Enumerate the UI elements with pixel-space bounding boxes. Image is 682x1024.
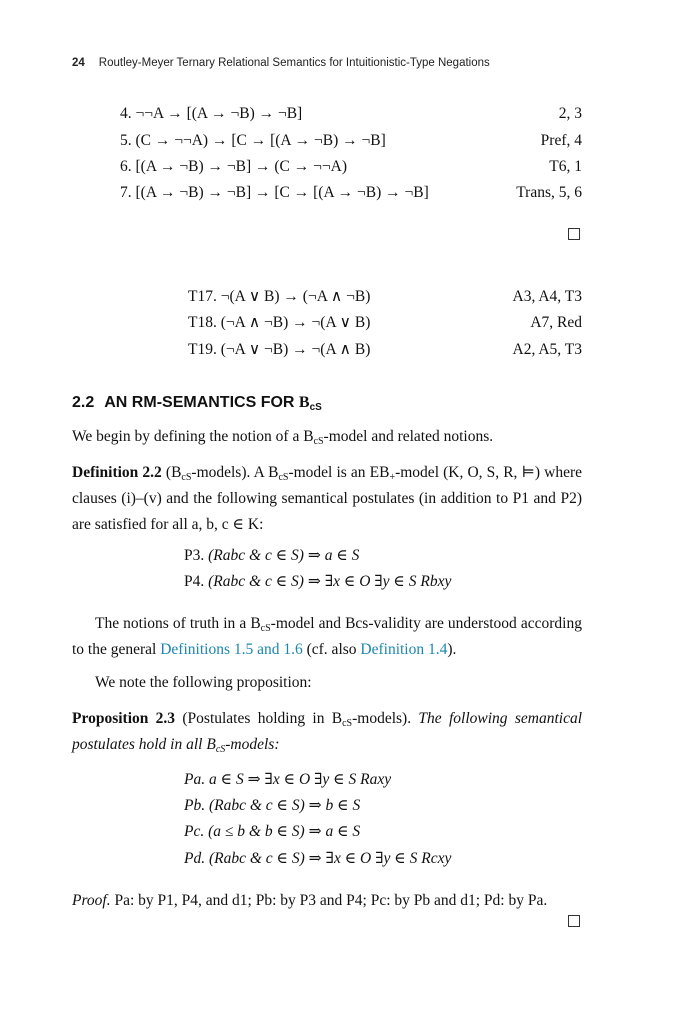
section-heading <box>72 394 322 412</box>
proof-line-formula: 5. (C → ¬¬A) → [C → [(A → ¬B) → ¬B] <box>120 132 386 149</box>
proposition-label: Proposition 2.3 <box>72 710 176 727</box>
prop-postulate-formula: (a ≤ b & b ∈ S) ⇒ a ∈ S <box>208 823 361 840</box>
notions-text: -model and Bcs-validity are understood according to the general <box>72 615 582 658</box>
definition-paragraph <box>72 460 582 538</box>
intro-sub: cS <box>313 436 324 447</box>
qed-square-icon <box>568 228 580 240</box>
proposition-paren-sub: cS <box>342 718 353 729</box>
prop-postulate-formula: (Rabc & c ∈ S) ⇒ ∃x ∈ O ∃y ∈ S Rcxy <box>208 850 452 867</box>
section-symbol-sub: cS <box>309 402 322 413</box>
definition-paren: -models). <box>191 464 251 481</box>
proposition-paragraph <box>72 706 582 758</box>
running-title: Routley-Meyer Ternary Relational Semantics for Intuitionistic-Type Negations <box>98 57 490 69</box>
prop-postulate-formula: a ∈ S ⇒ ∃x ∈ O ∃y ∈ S Raxy <box>208 771 392 788</box>
intro-text: -model and related notions. <box>323 428 494 445</box>
postulate-formula: (Rabc & c ∈ S) ⇒ a ∈ S <box>208 547 360 564</box>
postulate-label: P4. <box>184 573 205 590</box>
theorem-formula: T17. ¬(A ∨ B) → (¬A ∧ ¬B) <box>188 288 371 305</box>
postulate-formula: (Rabc & c ∈ S) ⇒ ∃x ∈ O ∃y ∈ S Rbxy <box>208 573 452 590</box>
proof-label: Proof. <box>72 892 111 909</box>
section-symbol: B <box>298 394 310 411</box>
intro-text: We begin by defining the notion of a B <box>72 428 314 445</box>
definition-sub: cS <box>278 472 289 483</box>
postulate-line <box>184 572 451 592</box>
definition-paren-sub: cS <box>181 472 192 483</box>
proof-line-justification: T6, 1 <box>549 158 582 175</box>
proof-line-formula: 4. ¬¬A → [(A → ¬B) → ¬B] <box>120 105 303 122</box>
definitions-link[interactable]: Definitions 1.5 and 1.6 <box>160 641 303 658</box>
prop-postulate-label: Pb. <box>184 797 206 814</box>
prop-postulate-formula: (Rabc & c ∈ S) ⇒ b ∈ S <box>208 797 361 814</box>
theorem-justification: A7, Red <box>530 314 582 331</box>
prop-postulate-label: Pc. <box>184 823 205 840</box>
proposition-sub: cS <box>215 744 226 755</box>
notions-text: The notions of truth in a B <box>95 615 261 632</box>
proposition-paren: (Postulates holding in B <box>182 710 343 727</box>
section-number: 2.2 <box>72 394 95 411</box>
notions-sub: cS <box>260 623 271 634</box>
page-number: 24 <box>72 57 85 69</box>
postulate-line <box>184 546 359 566</box>
theorem-justification: A2, A5, T3 <box>512 341 582 358</box>
prop-postulate-line <box>184 770 391 790</box>
prop-postulate-label: Pa. <box>184 771 206 788</box>
definition-text: -model (K, O, S, R, ⊨) where clauses (i)–(v) and the following semantical postulates (in addition to P1 and P2) are satisfied for all a, b, c ∈ K: <box>72 464 583 533</box>
theorem-justification: A3, A4, T3 <box>512 288 582 305</box>
prop-postulate-line <box>184 822 360 842</box>
section-title: AN RM-SEMANTICS FOR <box>104 394 295 411</box>
theorem-formula: T18. (¬A ∧ ¬B) → ¬(A ∨ B) <box>188 314 371 331</box>
definition-paren: (B <box>165 464 182 481</box>
postulate-label: P3. <box>184 547 205 564</box>
definition-link[interactable]: Definition 1.4 <box>360 641 448 658</box>
proof-text: Pa: by P1, P4, and d1; Pb: by P3 and P4; Pc: by Pb and d1; Pd: by Pa. <box>114 892 548 909</box>
proposition-paren: -models). <box>352 710 412 727</box>
proposition-text: The following semantical postulates hold in all B <box>72 710 582 753</box>
prop-postulate-line <box>184 849 451 869</box>
qed-square-icon <box>568 915 580 927</box>
proof-paragraph <box>72 888 582 914</box>
prop-postulate-line <box>184 796 360 816</box>
proof-line-justification: 2, 3 <box>558 105 582 122</box>
proposition-text: -models: <box>225 736 280 753</box>
prop-postulate-label: Pd. <box>184 850 206 867</box>
running-header <box>72 57 490 69</box>
notions-text: (cf. also <box>306 641 357 658</box>
note-paragraph: We note the following proposition: <box>95 674 312 691</box>
proof-line-justification: Trans, 5, 6 <box>516 184 582 201</box>
proof-line-formula: 6. [(A → ¬B) → ¬B] → (C → ¬¬A) <box>120 158 347 175</box>
intro-paragraph <box>72 424 582 450</box>
notions-paragraph <box>72 611 582 663</box>
proof-line-justification: Pref, 4 <box>540 132 582 149</box>
definition-text: A B <box>253 464 279 481</box>
theorem-formula: T19. (¬A ∨ ¬B) → ¬(A ∧ B) <box>188 341 371 358</box>
notions-text: ). <box>447 641 457 658</box>
definition-sub: + <box>389 472 396 483</box>
definition-text: -model is an EB <box>288 464 390 481</box>
proof-line-formula: 7. [(A → ¬B) → ¬B] → [C → [(A → ¬B) → ¬B] <box>120 184 429 201</box>
definition-label: Definition 2.2 <box>72 464 162 481</box>
